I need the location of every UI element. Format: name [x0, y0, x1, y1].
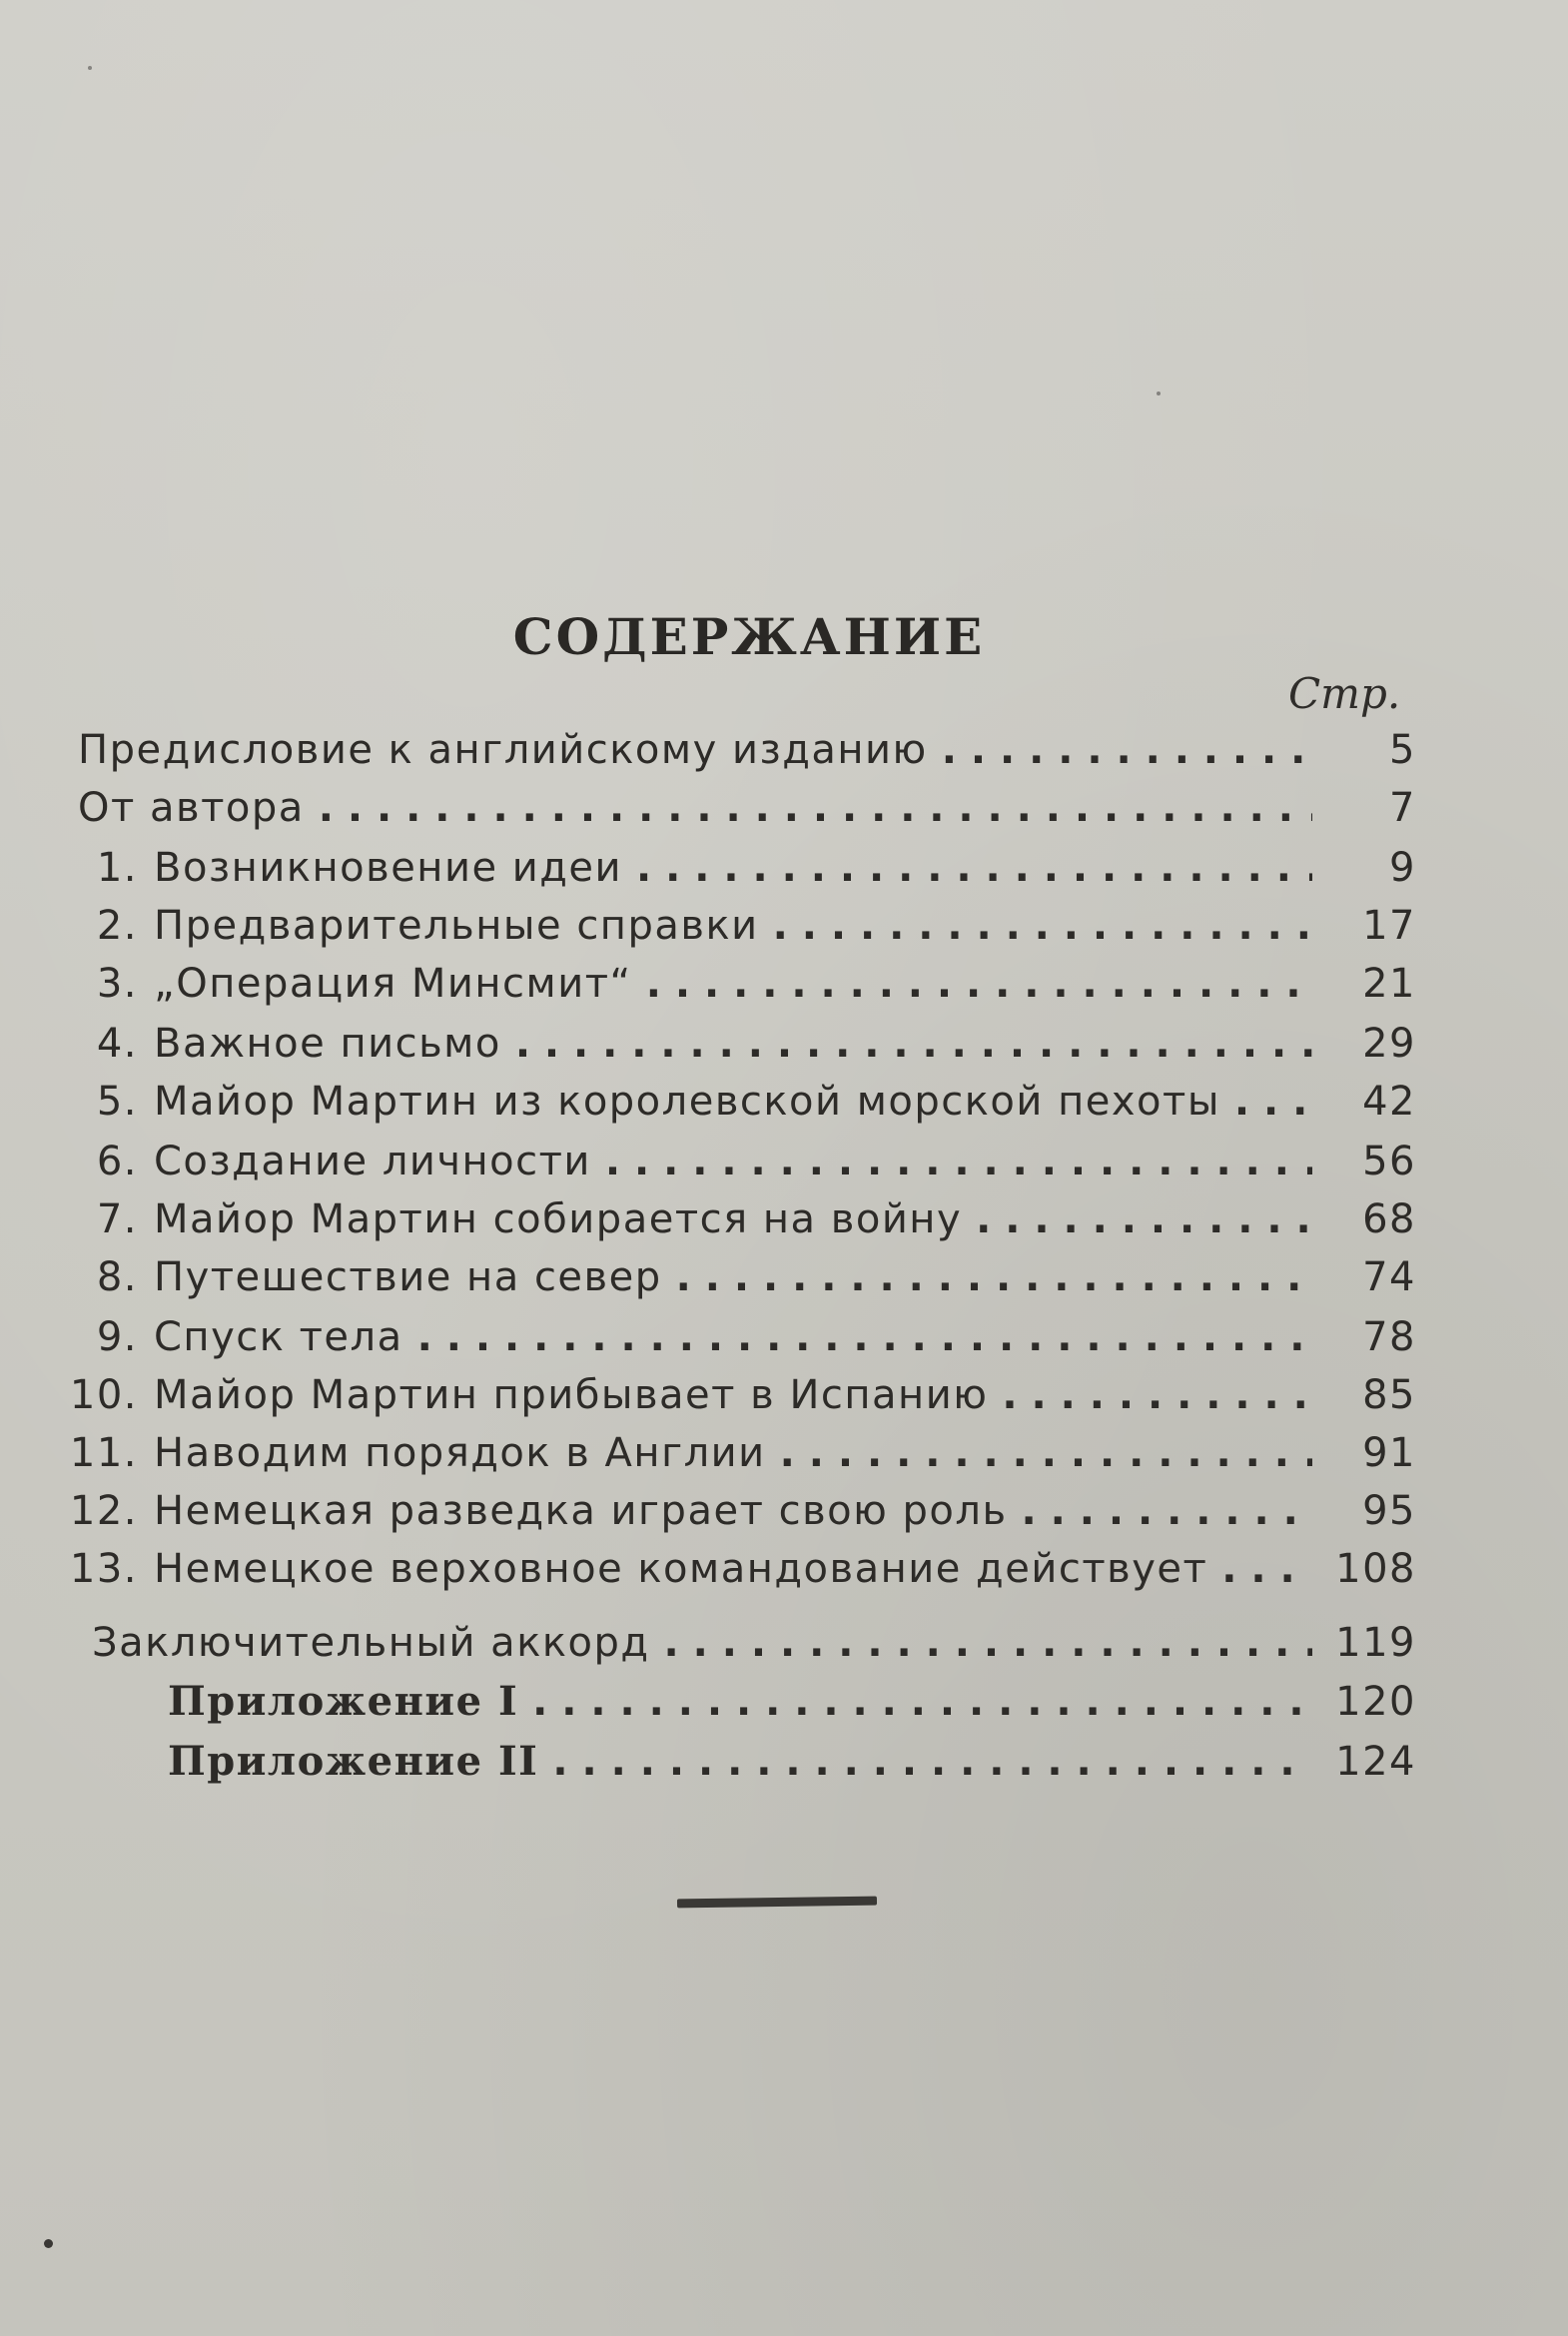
toc-entry-title: Заключительный аккорд [92, 1620, 650, 1666]
toc-entry-number: 3. [96, 961, 138, 1007]
toc-entry [60, 903, 1416, 963]
toc-entry-page: 108 [1335, 1546, 1416, 1592]
toc-entry-number: 9. [96, 1314, 138, 1360]
toc-entry-title: Путешествие на север [154, 1254, 662, 1300]
toc-entry-page: 120 [1335, 1679, 1416, 1725]
toc-entry [60, 1079, 1416, 1139]
toc-entry-title: Майор Мартин из королевской морской пехоты [154, 1079, 1220, 1125]
toc-entry-title: Предисловие к английскому изданию [78, 727, 928, 773]
toc-entry [60, 1372, 1416, 1432]
toc-entry-page: 17 [1362, 903, 1416, 949]
toc-entry-number: 7. [96, 1196, 138, 1242]
toc-entry-title: Майор Мартин собирается на войну [154, 1196, 963, 1242]
dot-leader [1234, 1079, 1312, 1125]
toc-entry-page: 42 [1362, 1079, 1416, 1125]
toc-entry-page: 7 [1389, 785, 1416, 831]
toc-entry-page: 74 [1362, 1254, 1416, 1300]
dot-leader [976, 1196, 1312, 1242]
toc-entry-page: 21 [1362, 961, 1416, 1007]
toc-entry-number: 4. [96, 1021, 138, 1067]
toc-entry-title: Немецкая разведка играет свою роль [154, 1488, 1008, 1534]
dot-leader [319, 785, 1312, 831]
toc-entry [60, 1430, 1416, 1490]
page-column-label: Стр. [1288, 669, 1401, 718]
dot-leader [942, 727, 1312, 773]
dot-leader [1221, 1546, 1312, 1592]
dot-leader [636, 845, 1312, 891]
toc-entry [78, 785, 1416, 845]
ink-speck [44, 2239, 53, 2248]
toc-entry-title: От автора [78, 785, 305, 831]
dot-leader [646, 961, 1312, 1007]
toc-entry-number: 5. [96, 1079, 138, 1125]
toc-entry-title: Спуск тела [154, 1314, 403, 1360]
dot-leader [1002, 1372, 1312, 1418]
dot-leader [676, 1254, 1312, 1300]
toc-entry-title: Наводим порядок в Англии [154, 1430, 766, 1476]
toc-entry [168, 1738, 1416, 1798]
toc-entry [60, 1254, 1416, 1314]
toc-entry-title: Создание личности [154, 1139, 591, 1184]
toc-entry-title: Немецкое верховное командование действует [154, 1546, 1208, 1592]
toc-entry-title: Важное письмо [154, 1021, 501, 1067]
dot-leader [773, 903, 1312, 949]
toc-entry-number: 13. [69, 1546, 138, 1592]
toc-entry [78, 727, 1416, 787]
toc-entry-page: 5 [1389, 727, 1416, 773]
toc-entry-number: 2. [96, 903, 138, 949]
toc-entry-title: Предварительные справки [154, 903, 759, 949]
toc-entry [60, 1314, 1416, 1374]
toc-entry [60, 1488, 1416, 1548]
toc-entry-title: Майор Мартин прибывает в Испанию [154, 1372, 989, 1418]
toc-entry-title: „Операция Минсмит“ [154, 961, 632, 1007]
toc-entry-number: 6. [96, 1139, 138, 1184]
dot-leader [780, 1430, 1312, 1476]
toc-entry-title: Возникновение идеи [154, 845, 623, 891]
toc-entry-page: 124 [1335, 1739, 1416, 1785]
toc-entry [60, 1546, 1416, 1606]
toc-entry [60, 961, 1416, 1021]
toc-entry-page: 91 [1362, 1430, 1416, 1476]
toc-entry-page: 78 [1362, 1314, 1416, 1360]
dot-leader [532, 1679, 1312, 1725]
toc-entry-page: 95 [1362, 1488, 1416, 1534]
dot-leader [605, 1139, 1312, 1184]
toc-entry [60, 1139, 1416, 1198]
toc-entry-page: 119 [1335, 1620, 1416, 1666]
ink-speck [1157, 391, 1161, 395]
toc-entry-page: 68 [1362, 1196, 1416, 1242]
ink-speck [88, 66, 92, 70]
toc-entry-page: 85 [1362, 1372, 1416, 1418]
toc-entry [92, 1620, 1416, 1680]
dot-leader [515, 1021, 1312, 1067]
dot-leader [1022, 1488, 1312, 1534]
toc-entry-number: 1. [96, 845, 138, 891]
toc-entry-number: 8. [96, 1254, 138, 1300]
toc-entry-page: 9 [1389, 845, 1416, 891]
toc-entry [60, 1196, 1416, 1256]
toc-entry-title: Приложение II [168, 1738, 539, 1785]
toc-entry-number: 12. [69, 1488, 138, 1534]
toc-entry-page: 56 [1362, 1139, 1416, 1184]
dot-leader [664, 1620, 1312, 1666]
toc-entry [60, 845, 1416, 905]
dot-leader [417, 1314, 1312, 1360]
toc-entry [168, 1678, 1416, 1738]
toc-entry-title: Приложение I [168, 1678, 519, 1725]
dot-leader [552, 1739, 1312, 1785]
toc-entry-page: 29 [1362, 1021, 1416, 1067]
toc-entry-number: 11. [69, 1430, 138, 1476]
page-title: СОДЕРЖАНИЕ [512, 607, 986, 666]
toc-entry [60, 1021, 1416, 1081]
toc-entry-number: 10. [69, 1372, 138, 1418]
